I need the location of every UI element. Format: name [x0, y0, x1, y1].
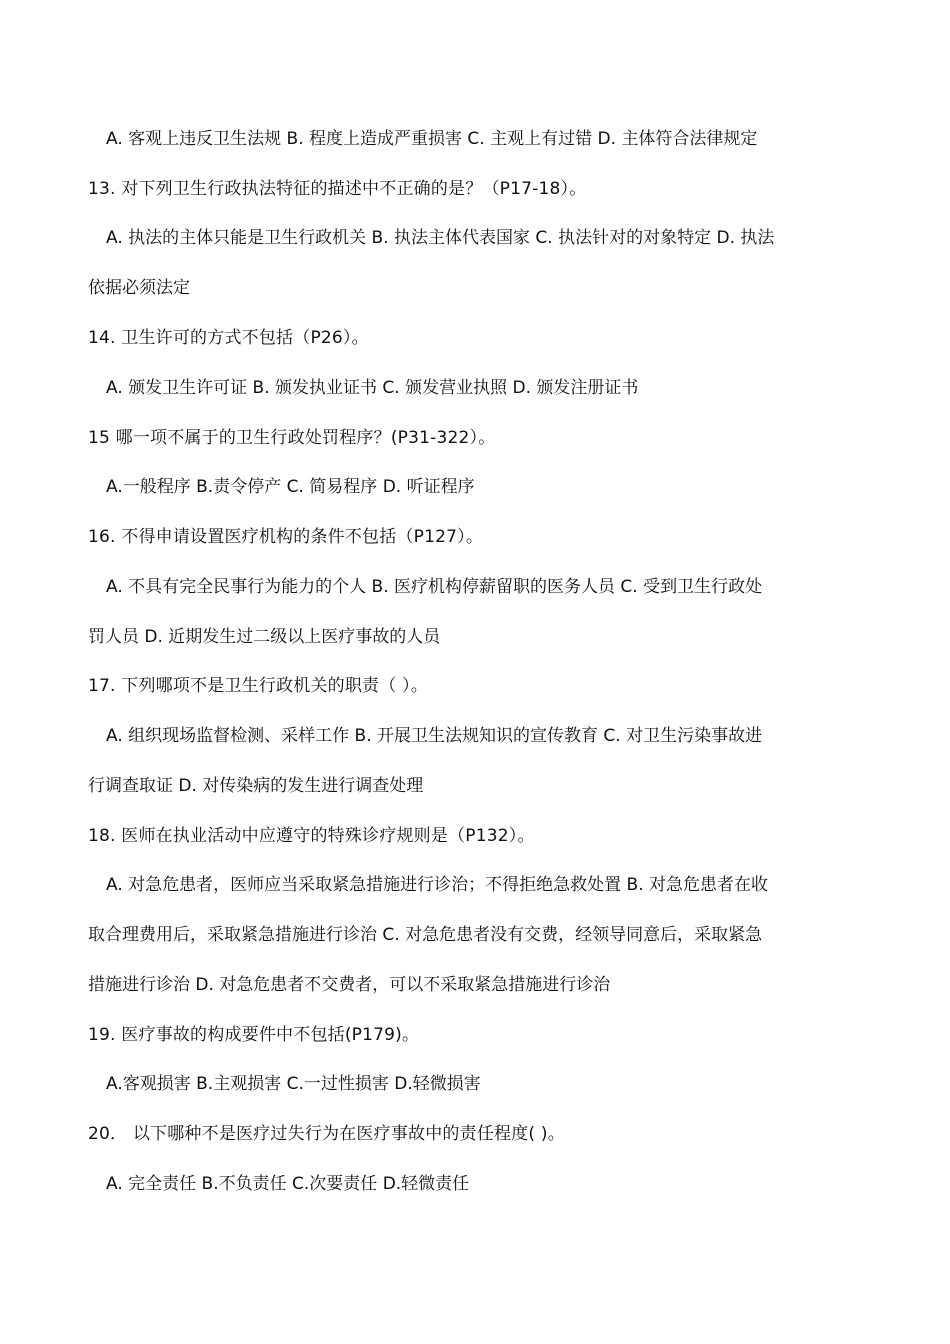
option-line-continued: 措施进行诊治 D. 对急危患者不交费者，可以不采取紧急措施进行诊治: [88, 975, 611, 995]
option-line: A. 执法的主体只能是卫生行政机关 B. 执法主体代表国家 C. 执法针对的对象特定 D. 执法: [106, 228, 775, 248]
option-line: A.一般程序 B.责令停产 C. 简易程序 D. 听证程序: [106, 477, 475, 497]
option-line-continued: 罚人员 D. 近期发生过二级以上医疗事故的人员: [88, 627, 441, 647]
option-line: A. 颁发卫生许可证 B. 颁发执业证书 C. 颁发营业执照 D. 颁发注册证书: [106, 378, 639, 398]
question-17: 17. 下列哪项不是卫生行政机关的职责（ ）。: [88, 676, 428, 696]
question-14: 14. 卫生许可的方式不包括（P26）。: [88, 328, 369, 348]
option-line-continued: 取合理费用后，采取紧急措施进行诊治 C. 对急危患者没有交费，经领导同意后，采取紧急: [88, 925, 763, 945]
question-19: 19. 医疗事故的构成要件中不包括(P179)。: [88, 1025, 420, 1045]
option-line: A. 不具有完全民事行为能力的个人 B. 医疗机构停薪留职的医务人员 C. 受到卫生行政处: [106, 577, 763, 597]
question-16: 16. 不得申请设置医疗机构的条件不包括（P127）。: [88, 527, 484, 547]
question-20: 20． 以下哪种不是医疗过失行为在医疗事故中的责任程度( )。: [88, 1124, 565, 1144]
question-13: 13. 对下列卫生行政执法特征的描述中不正确的是？（P17-18）。: [88, 179, 587, 199]
question-18: 18. 医师在执业活动中应遵守的特殊诊疗规则是（P132）。: [88, 826, 535, 846]
option-line: A. 组织现场监督检测、采样工作 B. 开展卫生法规知识的宣传教育 C. 对卫生污染事故进: [106, 726, 763, 746]
option-line: A.客观损害 B.主观损害 C.一过性损害 D.轻微损害: [106, 1074, 481, 1094]
option-line-continued: 行调查取证 D. 对传染病的发生进行调查处理: [88, 776, 424, 796]
option-line: A. 完全责任 B.不负责任 C.次要责任 D.轻微责任: [106, 1174, 470, 1194]
question-15: 15 哪一项不属于的卫生行政处罚程序？(P31-322）。: [88, 428, 496, 448]
option-line-continued: 依据必须法定: [88, 278, 190, 298]
option-line: A. 对急危患者，医师应当采取紧急措施进行诊治；不得拒绝急救处置 B. 对急危患者在收: [106, 875, 769, 895]
option-line: A. 客观上违反卫生法规 B. 程度上造成严重损害 C. 主观上有过错 D. 主体符合法律规定: [106, 129, 758, 149]
